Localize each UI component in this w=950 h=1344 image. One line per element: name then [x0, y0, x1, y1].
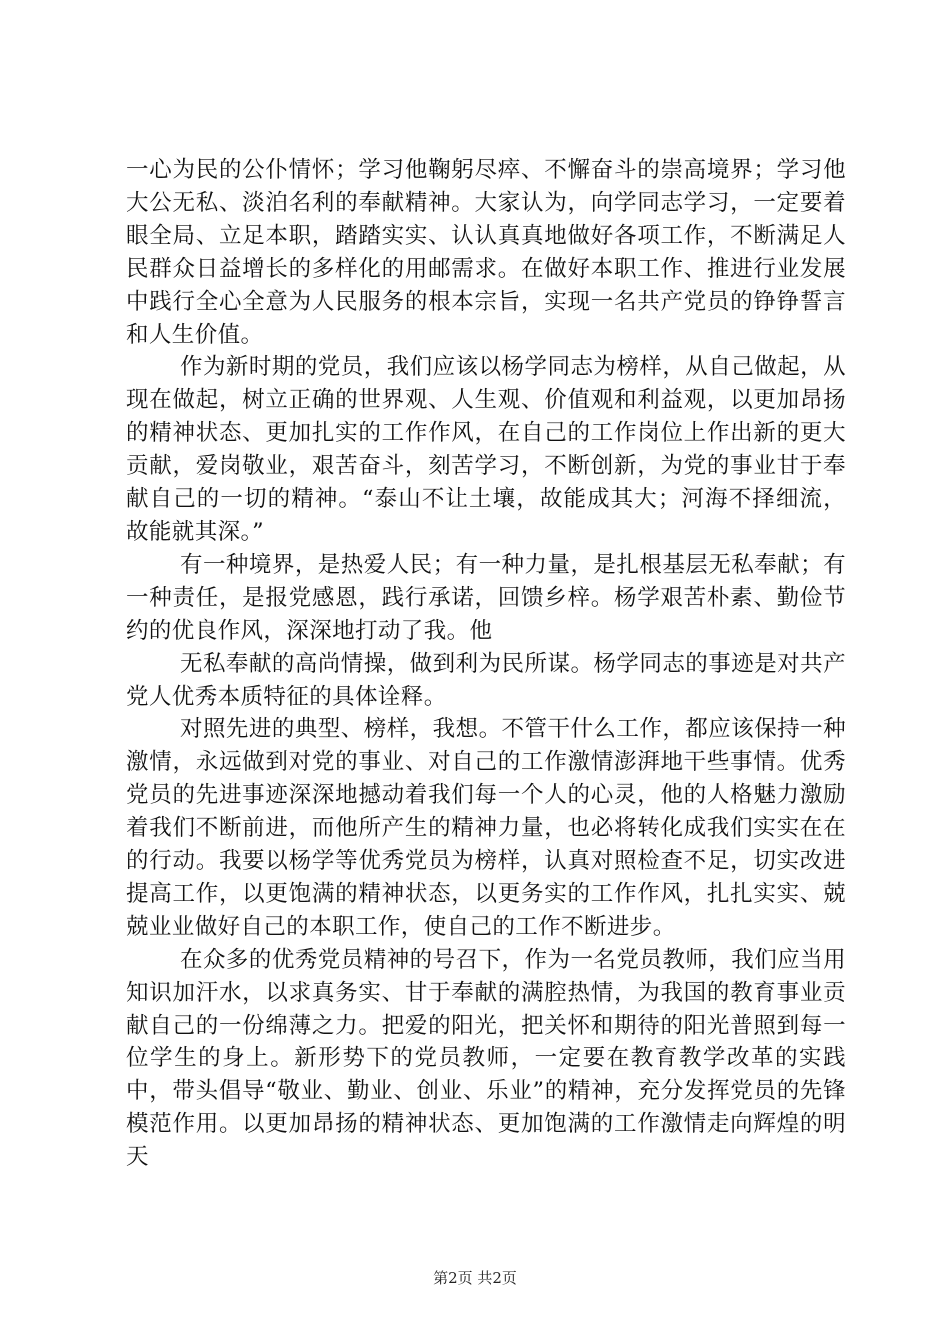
document-body — [126, 154, 846, 1174]
page-footer: 第2页 共2页 — [433, 1269, 517, 1287]
paragraph: 有一种境界，是热爱人民；有一种力量，是扎根基层无私奉献；有一种责任，是报党感恩，践行承诺，回馈乡梓。杨学艰苦朴素、勤俭节约的优良作风，深深地打动了我。他 — [126, 551, 846, 644]
paragraph: 无私奉献的高尚情操，做到利为民所谋。杨学同志的事迹是对共产党人优秀本质特征的具体诠释。 — [126, 650, 846, 710]
paragraph-continued: 一心为民的公仆情怀；学习他鞠躬尽瘁、不懈奋斗的崇高境界；学习他大公无私、淡泊名利的奉献精神。大家认为，向学同志学习，一定要着眼全局、立足本职，踏踏实实、认认真真地做好各项工作，不断满足人民群众日益增长的多样化的用邮需求。在做好本职工作、推进行业发展中践行全心全意为人民服务的根本宗旨，实现一名共产党员的铮铮誓言和人生价值。 — [126, 157, 846, 348]
paragraph: 对照先进的典型、榜样，我想。不管干什么工作，都应该保持一种激情，永远做到对党的事业、对自己的工作激情澎湃地干些事情。优秀党员的先进事迹深深地撼动着我们每一个人的心灵，他的人格魅力激励着我们不断前进，而他所产生的精神力量，也必将转化成我们实实在在的行动。我要以杨学等优秀党员为榜样，认真对照检查不足，切实改进提高工作，以更饱满的精神状态，以更务实的工作作风，扎扎实实、兢兢业业做好自己的本职工作，使自己的工作不断进步。 — [126, 716, 846, 940]
paragraph: 在众多的优秀党员精神的号召下，作为一名党员教师，我们应当用知识加汗水，以求真务实、甘于奉献的满腔热情，为我国的教育事业贡献自己的一份绵薄之力。把爱的阳光，把关怀和期待的阳光普照到每一位学生的身上。新形势下的党员教师，一定要在教育教学改革的实践中，带头倡导“敬业、勤业、创业、乐业”的精神，充分发挥党员的先锋模范作用。以更加昂扬的精神状态、更加饱满的工作激情走向辉煌的明天 — [126, 946, 846, 1171]
paragraph: 作为新时期的党员，我们应该以杨学同志为榜样，从自己做起，从现在做起，树立正确的世界观、人生观、价值观和利益观，以更加昂扬的精神状态、更加扎实的工作作风，在自己的工作岗位上作出新的更大贡献，爱岗敬业，艰苦奋斗，刻苦学习，不断创新，为党的事业甘于奉献自己的一切的精神。“泰山不让土壤，故能成其大；河海不择细流，故能就其深。” — [126, 354, 846, 545]
